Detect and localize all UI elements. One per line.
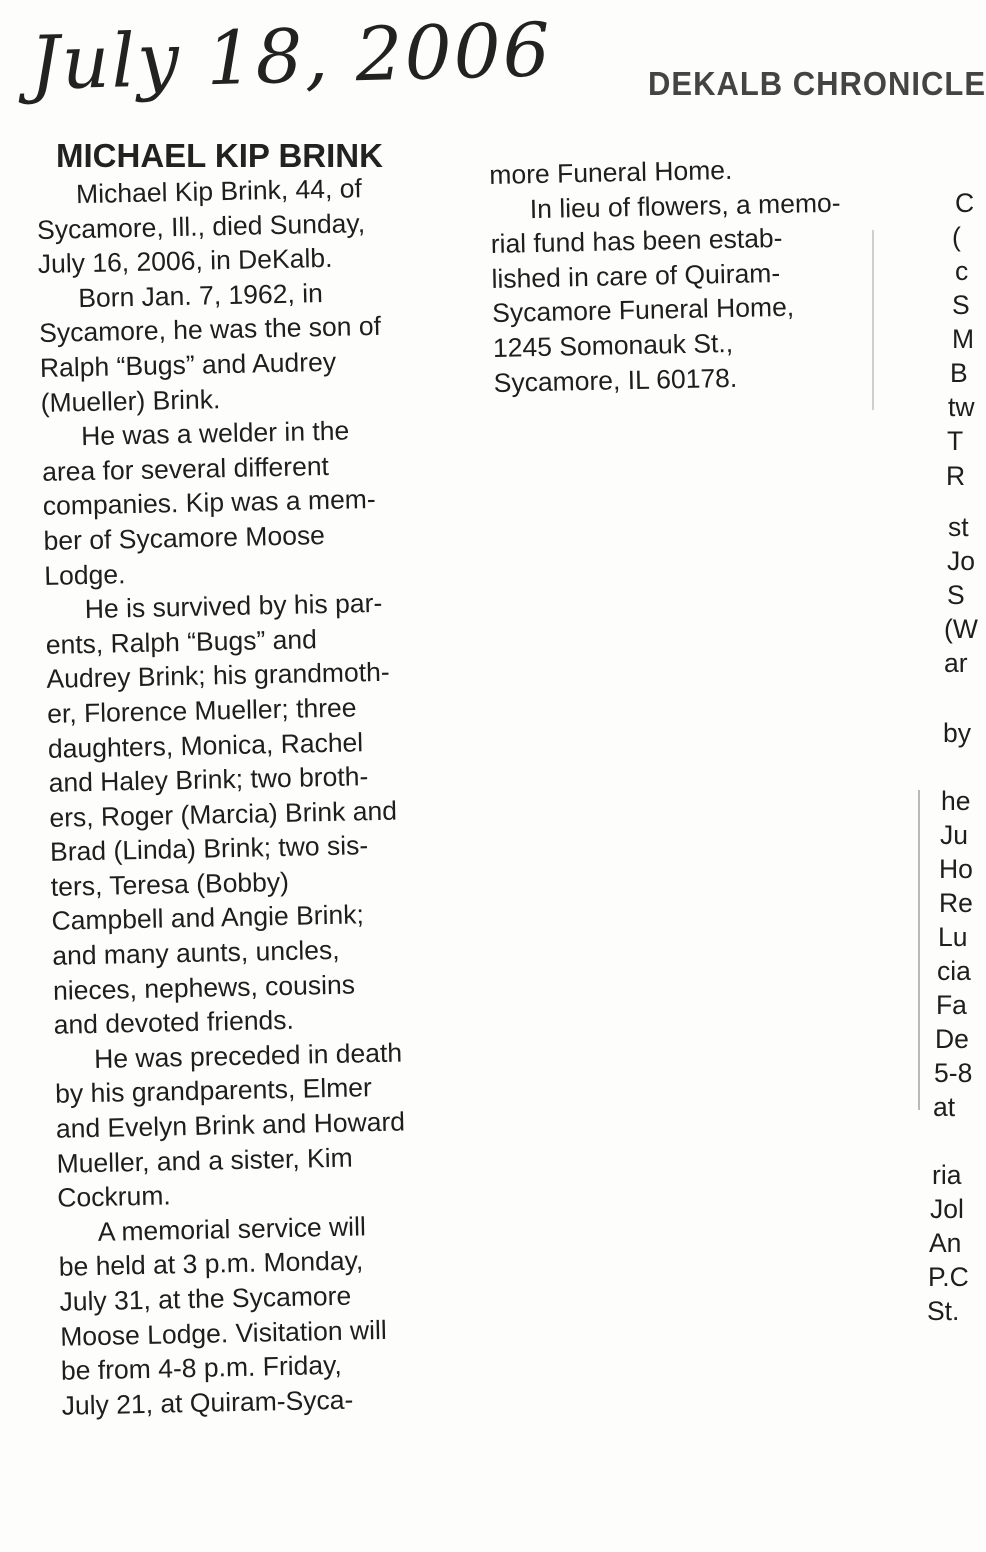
text-line: Sycamore, he was the son of (38, 311, 382, 349)
cropped-text-fragment: Fa (936, 990, 967, 1020)
cropped-text-fragment: tw (948, 392, 975, 422)
text-line: July 31, at the Sycamore (59, 1280, 352, 1317)
cropped-text-fragment: Re (939, 888, 973, 918)
text-line: In lieu of flowers, a memo- (489, 187, 841, 225)
text-line: er, Florence Mueller; three (46, 692, 357, 729)
text-line: by his grandparents, Elmer (54, 1072, 373, 1110)
cropped-text-fragment: ria (932, 1160, 962, 1190)
text-line: Moose Lodge. Visitation will (59, 1314, 388, 1352)
text-line: area for several different (41, 450, 330, 487)
text-line: Sycamore Funeral Home, (491, 292, 795, 329)
cropped-text-fragment: Jo (947, 546, 975, 576)
cropped-text-fragment: B (950, 358, 968, 388)
cropped-text-fragment: R (946, 461, 966, 491)
text-line: ters, Teresa (Bobby) (50, 866, 290, 902)
text-line: He is survived by his par- (44, 587, 383, 626)
cropped-text-fragment: by (943, 718, 971, 748)
text-line: be from 4-8 p.m. Friday, (60, 1350, 343, 1386)
text-line: July 16, 2006, in DeKalb. (37, 243, 333, 280)
cropped-text-fragment: S (952, 290, 970, 320)
cropped-text-fragment: Lu (938, 922, 968, 952)
text-line: and many aunts, uncles, (51, 934, 340, 971)
cropped-text-fragment: P.C (928, 1262, 969, 1292)
cropped-text-fragment: st (948, 512, 969, 542)
text-line: Campbell and Angie Brink; (51, 899, 365, 937)
text-line: Cockrum. (57, 1180, 172, 1213)
text-line: Lodge. (44, 558, 126, 591)
cropped-text-fragment: Ju (940, 820, 968, 850)
text-line: ber of Sycamore Moose (43, 519, 326, 556)
cropped-text-fragment: St. (927, 1296, 960, 1326)
text-line: lished in care of Quiram- (491, 257, 781, 294)
cropped-text-fragment: c (955, 256, 969, 286)
cropped-text-fragment: Ho (939, 854, 973, 884)
text-line: nieces, nephews, cousins (52, 969, 356, 1006)
text-line: July 21, at Quiram-Syca- (61, 1384, 354, 1421)
text-line: Mueller, and a sister, Kim (56, 1142, 353, 1179)
obituary-headline: MICHAEL KIP BRINK (56, 137, 383, 174)
cropped-text-fragment: ar (944, 648, 968, 678)
text-line: companies. Kip was a mem- (42, 484, 376, 522)
text-line: ers, Roger (Marcia) Brink and (49, 795, 398, 833)
text-line: Sycamore, Ill., died Sunday, (36, 207, 366, 245)
text-line: more Funeral Home. (489, 154, 733, 190)
text-line: and Evelyn Brink and Howard (55, 1106, 406, 1144)
cropped-text-fragment: An (929, 1228, 962, 1258)
text-line: daughters, Monica, Rachel (47, 726, 364, 764)
handwritten-date: July 18, 2006 (28, 7, 553, 107)
text-line: Brad (Linda) Brink; two sis- (49, 830, 369, 868)
text-line: Ralph “Bugs” and Audrey (39, 346, 337, 383)
cropped-text-fragment: 5-8 (934, 1058, 973, 1088)
newspaper-masthead: DEKALB CHRONICLE (648, 64, 986, 103)
cropped-text-fragment: cia (937, 956, 971, 986)
cropped-text-fragment: De (935, 1024, 969, 1054)
text-line: ents, Ralph “Bugs” and (45, 623, 318, 660)
cropped-text-fragment: T (947, 426, 964, 456)
cropped-text-fragment: at (933, 1092, 956, 1122)
text-line: (Mueller) Brink. (40, 383, 221, 418)
text-line: 1245 Somonauk St., (492, 327, 734, 363)
cropped-text-fragment: S (947, 580, 965, 610)
text-line: Michael Kip Brink, 44, of (36, 173, 363, 210)
text-line: and devoted friends. (53, 1005, 295, 1041)
cropped-text-fragment: M (952, 324, 975, 354)
cropped-text-fragment: he (941, 786, 971, 816)
cropped-text-fragment: Jol (930, 1194, 964, 1224)
text-line: He was preceded in death (54, 1037, 403, 1075)
text-line: He was a welder in the (41, 415, 350, 453)
text-line: A memorial service will (57, 1211, 367, 1248)
cropped-text-fragment: C (955, 188, 975, 218)
cropped-text-fragment: ( (952, 222, 961, 252)
text-line: Audrey Brink; his grandmoth- (46, 657, 390, 695)
text-line: and Haley Brink; two broth- (48, 761, 369, 798)
cropped-text-fragment: (W (944, 614, 978, 644)
text-line: Born Jan. 7, 1962, in (38, 277, 324, 314)
text-line: Sycamore, IL 60178. (493, 362, 738, 398)
text-line: rial fund has been estab- (490, 223, 783, 260)
text-line: be held at 3 p.m. Monday, (58, 1245, 364, 1283)
